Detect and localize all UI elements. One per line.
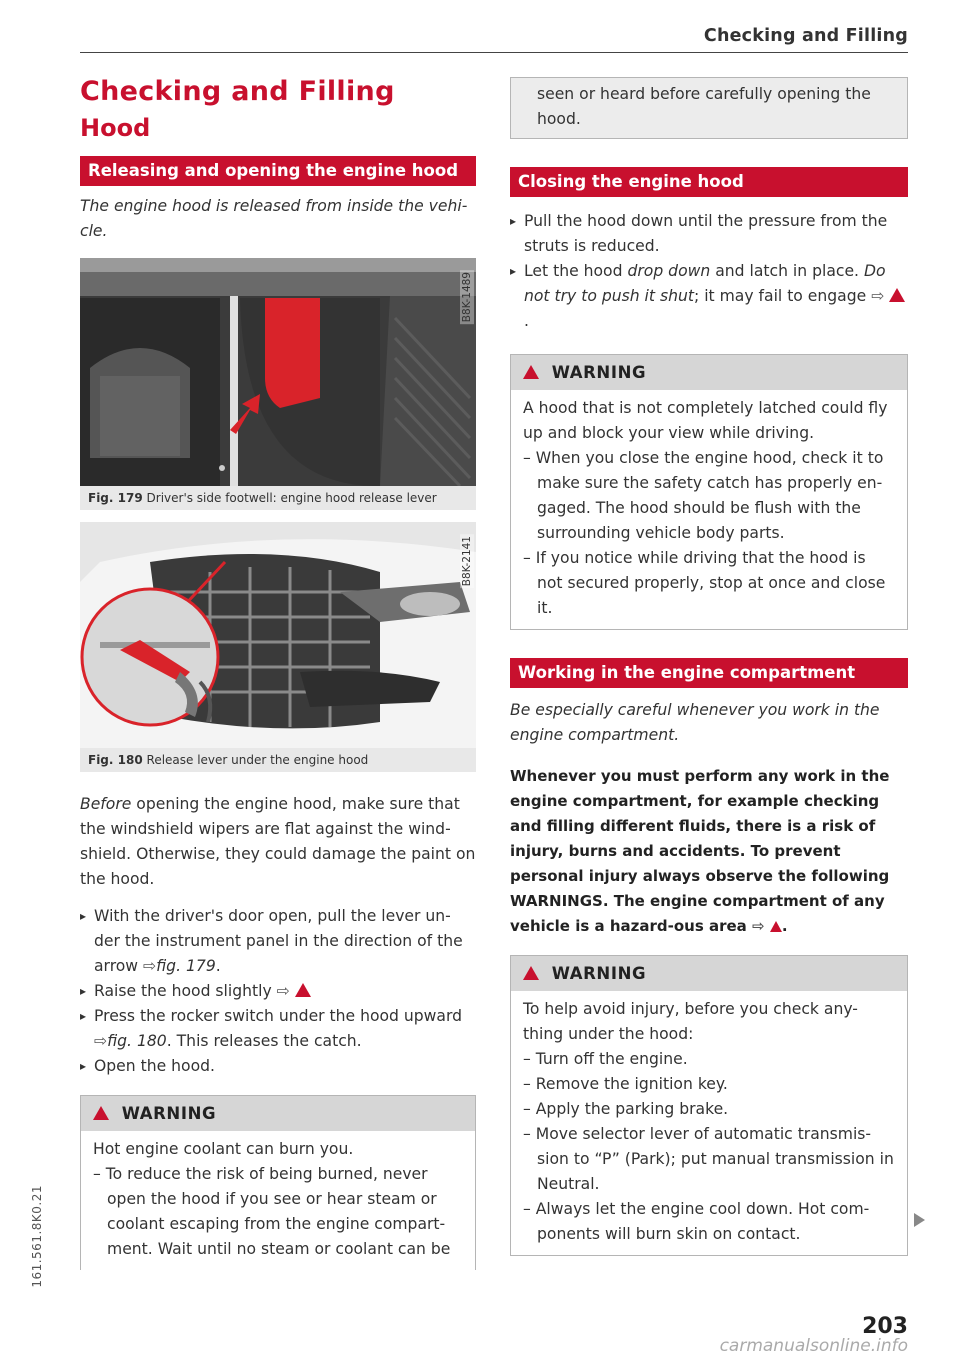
section-title: Hood bbox=[80, 114, 151, 142]
before-paragraph bbox=[80, 792, 476, 892]
car-front-illustration bbox=[80, 522, 476, 748]
figure-caption-text: Driver's side footwell: engine hood release lever bbox=[146, 491, 437, 505]
footwell-illustration bbox=[80, 258, 476, 486]
warning-title: WARNING bbox=[551, 363, 647, 382]
ref-arrow-icon: ⇨ bbox=[871, 287, 885, 305]
subsection-title: Releasing and opening the engine hood bbox=[80, 156, 476, 186]
step-1-text: With the driver's door open, pull the lever un-der the instrument panel in the direction of the arrow bbox=[94, 907, 463, 975]
step-3-text: Press the rocker switch under the hood upward bbox=[94, 1007, 463, 1025]
warning-triangle-icon[interactable] bbox=[770, 921, 782, 932]
figure-caption bbox=[80, 748, 476, 772]
closing-steps bbox=[510, 209, 908, 334]
closing-step-2-c: ; it may fail to engage bbox=[693, 287, 867, 305]
warning-body bbox=[511, 991, 907, 1255]
closing-step-2: ▸ Let the hood drop down and latch in place. Do not try to push it shut; it may fail to engage ⇨ . bbox=[510, 259, 908, 334]
warning-bullet: – When you close the engine hood, check it to make sure the safety catch has properly en-gaged. The hood should be flush with the surrounding vehicle body parts. bbox=[523, 449, 884, 542]
warning-list-item: – Always let the engine cool down. Hot com-ponents will burn skin on contact. bbox=[523, 1200, 870, 1243]
warning-bullet: – To reduce the risk of being burned, never open the hood if you see or hear steam or coolant escaping from the engine compart-ment. Wait until no steam or coolant can be bbox=[93, 1165, 451, 1258]
figure-label: Fig. 179 bbox=[88, 491, 143, 505]
fig-180-link[interactable]: fig. 180 bbox=[107, 1032, 167, 1050]
running-header: Checking and Filling bbox=[703, 26, 908, 46]
warning-bullet: – If you notice while driving that the hood is not secured properly, stop at once and close it. bbox=[523, 549, 886, 617]
figure-caption-text: Release lever under the engine hood bbox=[146, 753, 369, 767]
warning-body bbox=[81, 1131, 475, 1270]
warning-list-item: – Apply the parking brake. bbox=[523, 1100, 729, 1118]
ref-arrow-icon: ⇨ bbox=[752, 917, 765, 935]
ref-arrow-icon: ⇨ bbox=[94, 1032, 108, 1050]
step-3: ▸ Press the rocker switch under the hood upward ⇨fig. 180. This releases the catch. bbox=[80, 1004, 476, 1054]
warning-box-engine-work bbox=[510, 955, 908, 1256]
closing-title: Closing the engine hood bbox=[510, 167, 908, 197]
warning-triangle-icon bbox=[523, 365, 539, 379]
warning-box-hood-latch bbox=[510, 354, 908, 630]
figure-code: B8K-1489 bbox=[461, 272, 473, 323]
step-4-text: Open the hood. bbox=[94, 1057, 215, 1075]
page-number: 203 bbox=[862, 1314, 908, 1339]
right-column bbox=[510, 77, 908, 1256]
warning-header bbox=[511, 355, 907, 390]
warning-triangle-icon bbox=[93, 1106, 109, 1120]
closing-step-1-text: Pull the hood down until the pressure from the struts is reduced. bbox=[524, 212, 888, 255]
warning-header bbox=[511, 956, 907, 991]
figure-caption bbox=[80, 486, 476, 510]
warning-triangle-icon bbox=[523, 966, 539, 980]
continue-arrow-icon bbox=[914, 1213, 925, 1227]
step-4 bbox=[80, 1054, 476, 1079]
figure-code: B8K-2141 bbox=[461, 536, 473, 587]
closing-step-2-em1: drop down bbox=[627, 262, 711, 280]
closing-step-2-em2: Do not try to push it shut bbox=[524, 262, 886, 305]
fig-179-link[interactable]: fig. 179 bbox=[156, 957, 216, 975]
warning-header bbox=[81, 1096, 475, 1131]
working-intro: Be especially careful whenever you work in the engine compartment. bbox=[510, 701, 880, 744]
before-text: opening the engine hood, make sure that the windshield wipers are flat against the wind-shield. Otherwise, they could damage the paint on the hood. bbox=[80, 795, 476, 888]
warning-box-hot-coolant bbox=[80, 1095, 476, 1270]
hood-photo bbox=[80, 522, 476, 748]
intro-text: The engine hood is released from inside the vehi-cle. bbox=[80, 197, 468, 240]
ref-arrow-icon: ⇨ bbox=[276, 982, 290, 1000]
warning-list-item: – Move selector lever of automatic transmis-sion to “P” (Park); put manual transmission in Neutral. bbox=[523, 1125, 894, 1193]
working-bold-text: Whenever you must perform any work in the engine compartment, for example checking and filling different fluids, there is a risk of injury, burns and accidents. To prevent personal injury always observe the following WARNINGS. The engine compartment of any vehicle is a hazard-ous area bbox=[510, 767, 890, 935]
watermark: carmanualsonline.info bbox=[719, 1336, 908, 1356]
step-2 bbox=[80, 979, 476, 1004]
header-rule bbox=[80, 52, 908, 53]
warning-triangle-icon[interactable] bbox=[889, 288, 905, 302]
figure-label: Fig. 180 bbox=[88, 753, 143, 767]
step-2-text: Raise the hood slightly bbox=[94, 982, 272, 1000]
warning-title: WARNING bbox=[121, 1104, 217, 1123]
continuation-text: seen or heard before carefully opening the hood. bbox=[537, 85, 871, 128]
closing-step-2-a: Let the hood bbox=[524, 262, 623, 280]
footwell-photo bbox=[80, 258, 476, 486]
warning-continuation bbox=[510, 77, 908, 139]
closing-step-2-b: and latch in place. bbox=[715, 262, 860, 280]
warning-triangle-icon[interactable] bbox=[295, 983, 311, 997]
warning-list-item: – Remove the ignition key. bbox=[523, 1075, 728, 1093]
warning-body bbox=[511, 390, 907, 629]
figure-180 bbox=[80, 522, 476, 772]
working-title: Working in the engine compartment bbox=[510, 658, 908, 688]
warning-list-item: – Turn off the engine. bbox=[523, 1050, 688, 1068]
step-3-text-b: This releases the catch. bbox=[176, 1032, 362, 1050]
ref-arrow-icon: ⇨ bbox=[143, 957, 157, 975]
warning-title: WARNING bbox=[551, 964, 647, 983]
warning-text: To help avoid injury, before you check any-thing under the hood: bbox=[523, 1000, 858, 1043]
warning-text: A hood that is not completely latched could fly up and block your view while driving. bbox=[523, 399, 888, 442]
working-bold-paragraph: Whenever you must perform any work in the engine compartment, for example checking and filling different fluids, there is a risk of injury, burns and accidents. To prevent personal injury always observe the following WARNINGS. The engine compartment of any vehicle is a hazard-ous area ⇨ . bbox=[510, 767, 890, 935]
opening-steps bbox=[80, 904, 476, 1079]
figure-179 bbox=[80, 258, 476, 510]
step-1: ▸ With the driver's door open, pull the lever un-der the instrument panel in the direction of the arrow ⇨fig. 179. bbox=[80, 904, 476, 979]
warning-text: Hot engine coolant can burn you. bbox=[93, 1140, 354, 1158]
document-code: 161.561.8K0.21 bbox=[30, 1185, 44, 1288]
closing-step-1 bbox=[510, 209, 908, 259]
chapter-title: Checking and Filling bbox=[80, 76, 395, 107]
left-column bbox=[80, 60, 476, 1270]
before-emphasis: Before bbox=[80, 795, 132, 813]
